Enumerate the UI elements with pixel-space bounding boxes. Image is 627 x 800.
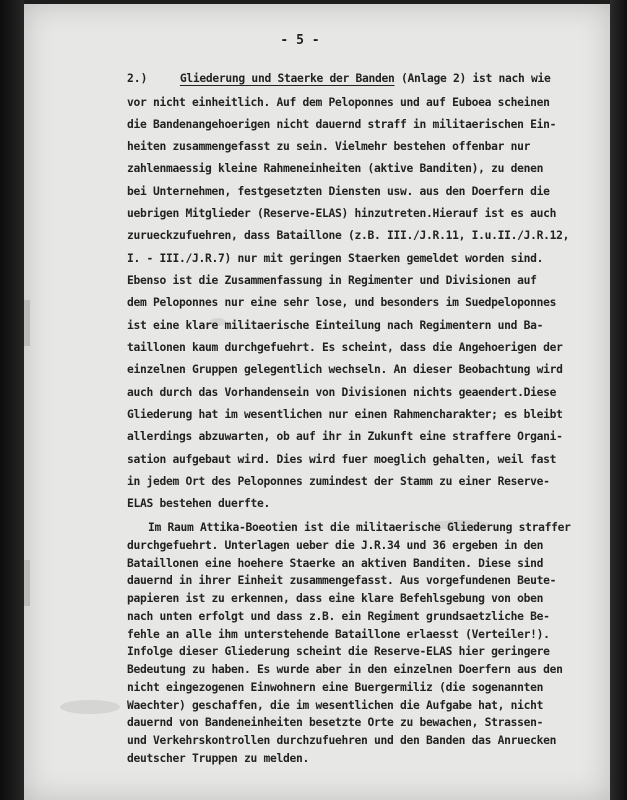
text-line: ELAS bestehen duerfte.	[127, 497, 271, 510]
text-line: allerdings abzuwarten, ob auf ihr in Zukunft eine straffere Organi-	[127, 430, 563, 443]
text-line: Infolge dieser Gliederung scheint die Reserve-ELAS hier geringere	[127, 645, 550, 658]
text-line: fehle an alle ihm unterstehende Bataillone erlaesst (Verteiler!).	[127, 628, 550, 641]
text-line: einzelnen Gruppen gelegentlich wechseln. An dieser Beobachtung wird	[127, 363, 563, 376]
text-line: Waechter) geschaffen, die im wesentlichen die Aufgabe hat, nicht	[127, 699, 544, 712]
text-line: I. - III./J.R.7) nur mit geringen Staerken gemeldet worden sind.	[127, 252, 544, 265]
text-line: uebrigen Mitglieder (Reserve-ELAS) hinzutreten.Hierauf ist es auch	[127, 207, 557, 220]
text-line: zurueckzufuehren, dass Bataillone (z.B. III./J.R.11, I.u.II./J.R.12,	[127, 229, 570, 242]
section-number: 2.)	[127, 72, 148, 85]
binding-mark	[24, 560, 30, 606]
text-line: auch durch das Vorhandensein von Divisionen nichts geaendert.Diese	[127, 386, 557, 399]
text-line: nicht eingezogenen Einwohnern eine Buergermiliz (die sogenannten	[127, 681, 544, 694]
text-line: deutscher Truppen zu melden.	[127, 752, 310, 765]
scan-right-border	[610, 0, 627, 800]
text-line: taillonen kaum durchgefuehrt. Es scheint, dass die Angehoerigen der	[127, 341, 563, 354]
text-line: durchgefuehrt. Unterlagen ueber die J.R.34 und 36 ergeben in den	[127, 539, 544, 552]
text-line: dauernd von Bandeneinheiten besetzte Orte zu bewachen, Strassen-	[127, 716, 544, 729]
text-line: und Verkehrskontrollen durchzufuehren und den Banden das Anruecken	[127, 734, 557, 747]
scan-left-border	[0, 0, 24, 800]
text-line: Im Raum Attika-Boeotien ist die militaerische Gliederung straffer	[148, 521, 571, 534]
page-number: - 5 -	[280, 33, 320, 48]
text-line: ist eine klare militaerische Einteilung nach Regimentern und Ba-	[127, 319, 544, 332]
text-line: zahlenmaessig kleine Rahmeneinheiten (aktive Banditen), zu denen	[127, 162, 544, 175]
text-line: in jedem Ort des Peloponnes zumindest der Stamm zu einer Reserve-	[127, 475, 550, 488]
text-line: dem Peloponnes nur eine sehr lose, und besonders im Suedpeloponnes	[127, 296, 557, 309]
text-line: dauernd in ihrer Einheit zusammengefasst. Aus vorgefundenen Beute-	[127, 574, 557, 587]
text-line: vor nicht einheitlich. Auf dem Peloponnes und auf Euboea scheinen	[127, 96, 550, 109]
section-first-line	[127, 72, 551, 85]
text-line: Gliederung hat im wesentlichen nur einen Rahmencharakter; es bleibt	[127, 408, 563, 421]
text-line: Bedeutung zu haben. Es wurde aber in den einzelnen Doerfern aus den	[127, 663, 563, 676]
text-line: Ebenso ist die Zusammenfassung in Regimenter und Divisionen auf	[127, 274, 537, 287]
binding-mark	[24, 300, 30, 346]
text-line: bei Unternehmen, festgesetzten Diensten usw. aus den Doerfern die	[127, 185, 550, 198]
text-line: die Bandenangehoerigen nicht dauernd straff in militaerischen Ein-	[127, 118, 557, 131]
text-line: sation aufgebaut wird. Dies wird fuer moeglich gehalten, weil fast	[127, 453, 557, 466]
text-line: papieren ist zu erkennen, dass eine klare Befehlsgebung von oben	[127, 592, 544, 605]
text-line: heiten zusammengefasst zu sein. Vielmehr bestehen offenbar nur	[127, 140, 531, 153]
paper-stain	[60, 700, 120, 714]
text-line: nach unten erfolgt und dass z.B. ein Regiment grundsaetzliche Be-	[127, 610, 550, 623]
section-heading-continuation: (Anlage 2) ist nach wie	[394, 72, 551, 85]
section-heading: Gliederung und Staerke der Banden	[179, 72, 395, 85]
text-line: Bataillonen eine hoehere Staerke an aktiven Banditen. Diese sind	[127, 557, 544, 570]
